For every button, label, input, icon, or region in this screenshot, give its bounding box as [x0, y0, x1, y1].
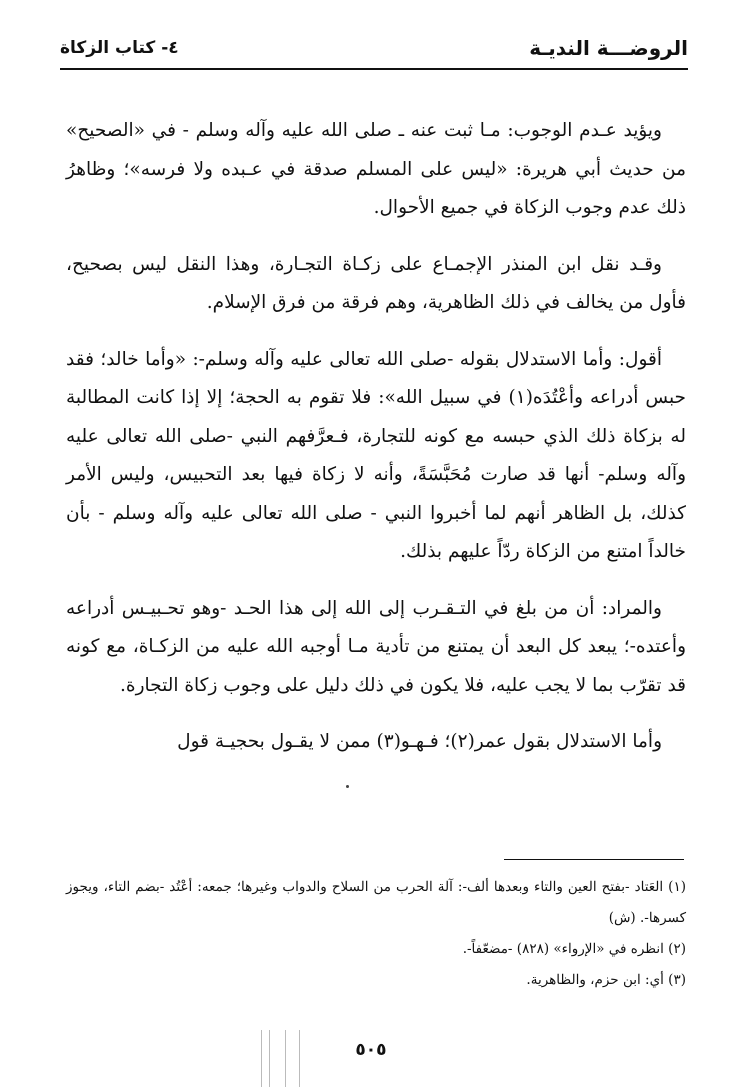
paragraph: والمراد: أن من بلغ في التـقـرب إلى الله إلى هذا الحـد -وهو تحـبيـس أدراعه وأعتده-؛ يبعد كل البعد أن يمتنع من تأدية مـا أوجبه الله عليه من الزكـاة، مع كونه قد تقرّب بما لا يجب عليه، فلا يكون في ذلك دليل على وجوب زكاة التجارة.: [66, 597, 686, 696]
footnote-separator: [504, 859, 684, 860]
chapter-title: ٤- كتاب الزكاة: [60, 38, 179, 58]
running-header: [60, 36, 688, 70]
footnote-item: (٢) انظره في «الإرواء» (٨٢٨) -مضعّفاً-.: [462, 941, 686, 957]
scan-speck: [346, 785, 349, 788]
paragraph: أقول: وأما الاستدلال بقوله -صلى الله تعالى عليه وآله وسلم-: «وأما خالد؛ فقد حبس أدراعه وأعْتُدَه(١) في سبيل الله»: فلا تقوم به الحجة؛ إلا إذا كانت المطالبة له بزكاة ذلك الذي حبسه مع كونه للتجارة، فـعرَّفهم النبي -صلى الله تعالى عليه وآله وسلم- أنها قد صارت مُحَبَّسَةً، وأنه لا زكاة فيها بعد التحبيس، وليس الأمر كذلك، بل الظاهر أنهم لما أخبروا النبي - صلى الله تعالى عليه وآله وسلم - بأن خالداً امتنع من الزكاة ردّاً عليهم بذلك.: [66, 348, 686, 562]
footnote-item: (٣) أي: ابن حزم، والظاهرية.: [526, 972, 686, 988]
page-number: ٥٠٥: [355, 1040, 387, 1060]
footnotes: [66, 872, 686, 996]
paragraph: وأما الاستدلال بقول عمر(٢)؛ فـهـو(٣) ممن لا يقـول بحجيـة قول: [177, 731, 662, 752]
main-text: [66, 112, 686, 780]
book-title: الروضـــة النديـة: [529, 36, 688, 60]
scan-artifact-lines: [255, 1030, 305, 1087]
paragraph: وقـد نقل ابن المنذر الإجمـاع على زكـاة التجـارة، وهذا النقل ليس بصحيح، فأول من يخالف في ذلك الظاهرية، وهم فرقة من فرق الإسلام.: [66, 253, 686, 313]
footnote-item: (١) العَتاد -بفتح العين والتاء وبعدها ألف-: آلة الحرب من السلاح والدواب وغيرها؛ جمعه: أعْتُد -بضم التاء، ويجوز كسرها-. (ش): [66, 879, 686, 926]
paragraph: ويؤيد عـدم الوجوب: مـا ثبت عنه ـ صلى الله عليه وآله وسلم - في «الصحيح» من حديث أبي هريرة: «ليس على المسلم صدقة في عـبده ولا فرسه»؛ وظاهرُ ذلك عدم وجوب الزكاة في جميع الأحوال.: [66, 120, 686, 218]
